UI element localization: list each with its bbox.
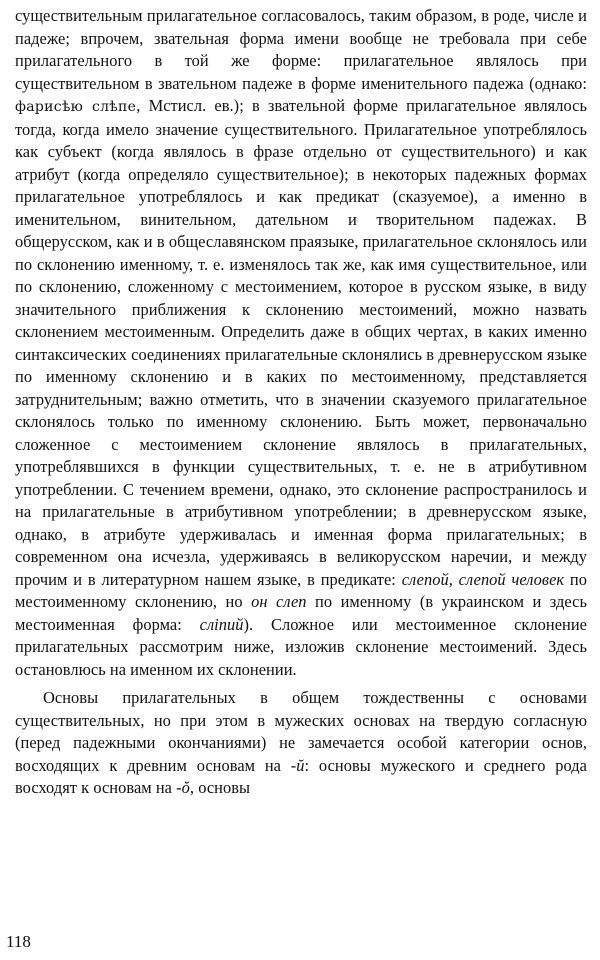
paragraph-1: [15, 5, 587, 681]
text-segment: по местоименному склонению, но: [15, 569, 588, 611]
italic-suffix: -ŏ: [176, 778, 190, 797]
text-segment: по именному (в украинском и здесь местоименная форма:: [15, 592, 588, 634]
text-segment: , Мстисл. ев.); в звательной форме прилагательное являлось тогда, когда имело значение существительного. Прилагательное употреблялось как субъект (когда являлось в фразе отдельно от существительного) и как атрибут (когда определяло существительное); в некоторых падежных формах прилагательное употреблялось и как предикат (сказуемое), а именно в именительном, винительном, дательном и творительном падежах. В общерусском, как и в общеславянском праязыке, прилагательное склонялось или по склонению именному, т. е. изменялось так же, как имя существительное, или по склонению, сложенному с местоимением, которое в русском языке, в виду значительного приближения к склонению местоимений, можно назвать склонением местоименным. Определить даже в общих чертах, в каких именно синтаксических соединениях прилагательные склонялись в древнерусском языке по именному склонению и в каких по местоименному, представляется затруднительным; важно отметить, что в значении сказуемого прилагательное склонялось только по именному склонению. Быть может, первоначально сложенное с местоимением склонение являлось в прилагательных, употреблявшихся в функции существительных, т. е. не в атрибутивном употреблении. С течением времени, однако, это склонение распространилось и на прилагательные в атрибутивном употреблении; в древнерусском языке, однако, в атрибуте удерживалась и именная форма прилагательных; в современном она исчезла, удерживаясь в великорусском наречии, и между прочим и в литературном нашем языке, в предикате:: [15, 96, 587, 589]
text-segment: существительным прилагательное согласовалось, таким образом, в роде, числе и падеже; впрочем, звательная форма имени вообще не требовала при себе прилагательного в той же форме: прилагательное являлось при существительном в звательном падеже в форме именительного падежа (однако:: [15, 6, 587, 93]
text-segment: Основы прилагательных в общем тождественны с основами существительных, но при этом в мужеских основах на твердую согласную (перед падежными окончаниями) не замечается особой категории основ, восходящих к древним основам на: [15, 688, 587, 775]
italic-suffix: -ŭ: [290, 755, 305, 775]
old-slavonic-quote: фарисѣю слѣпе: [15, 99, 137, 115]
italic-example: он слеп: [251, 592, 307, 611]
text-segment: ). Сложное или местоименное склонение прилагательных рассмотрим ниже, изложив склонение местоимений. Здесь остановлюсь на именном их склонении.: [15, 614, 587, 679]
paragraph-2: [15, 687, 587, 800]
text-segment: , основы: [189, 778, 251, 797]
italic-example: слiпий: [199, 614, 244, 634]
italic-example: слепой, слепой человек: [401, 569, 565, 589]
page-number: 118: [6, 932, 31, 951]
book-page: [15, 5, 587, 800]
text-segment: : основы мужеского и среднего рода восходят к основам на: [15, 755, 587, 797]
